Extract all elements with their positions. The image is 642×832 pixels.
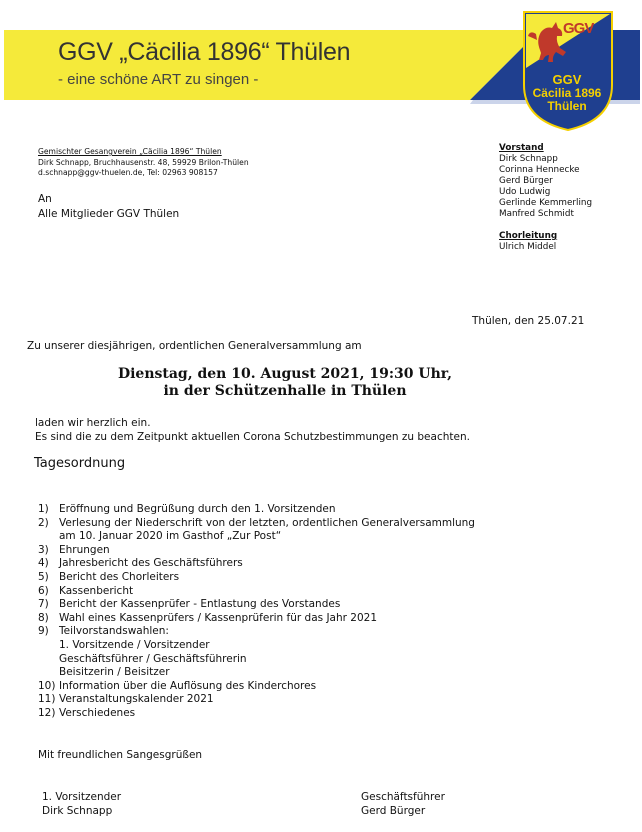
- agenda-title: Tagesordnung: [34, 456, 126, 471]
- crest-text-name: Cäcilia 1896: [532, 86, 602, 100]
- agenda-text: Jahresbericht des Geschäftsführers: [59, 557, 243, 570]
- agenda-text: Geschäftsführer / Geschäftsführerin: [59, 652, 247, 665]
- signature-left-role: 1. Vorsitzender: [42, 791, 122, 803]
- sender-contact: d.schnapp@ggv-thuelen.de, Tel: 02963 908157: [38, 168, 218, 177]
- crest-monogram: GGV: [563, 20, 594, 37]
- agenda-text: Eröffnung und Begrüßung durch den 1. Vorsitzenden: [59, 503, 336, 515]
- agenda-text: Beisitzerin / Beisitzer: [59, 666, 170, 679]
- signature-left: [42, 790, 121, 818]
- agenda-text: Veranstaltungskalender 2021: [59, 693, 214, 706]
- choir-heading: Chorleitung: [499, 231, 558, 241]
- signature-right: [361, 790, 445, 818]
- agenda-text: Bericht der Kassenprüfer - Entlastung des Vorstandes: [59, 598, 341, 611]
- invite-line: laden wir herzlich ein.: [35, 417, 151, 429]
- recipient-prefix: An: [38, 193, 52, 205]
- board-member: Manfred Schmidt: [499, 209, 574, 219]
- meeting-location: in der Schützenhalle in Thülen: [163, 383, 407, 399]
- recipient-name: Alle Mitglieder GGV Thülen: [38, 208, 180, 220]
- association-title: GGV „Cäcilia 1896“ Thülen: [58, 38, 351, 66]
- board-member: Corinna Hennecke: [499, 165, 580, 175]
- agenda-number: 8): [38, 611, 49, 624]
- header-banner: [0, 0, 642, 140]
- signature-left-name: Dirk Schnapp: [42, 805, 113, 817]
- agenda-number: 1): [38, 503, 49, 515]
- agenda-text: Verschiedenes: [59, 706, 136, 719]
- recipient-block: [38, 192, 179, 222]
- sender-block: [38, 147, 249, 179]
- agenda-text: Wahl eines Kassenprüfers / Kassenprüferin für das Jahr 2021: [59, 611, 378, 624]
- agenda-number: 10): [38, 679, 56, 692]
- meeting-headline: [0, 366, 570, 400]
- board-member: Dirk Schnapp: [499, 154, 558, 164]
- agenda-text: Ehrungen: [59, 543, 110, 556]
- sender-address: Dirk Schnapp, Bruchhausenstr. 48, 59929 Brilon-Thülen: [38, 157, 249, 167]
- meeting-date: Dienstag, den 10. August 2021, 19:30 Uhr,: [117, 366, 453, 382]
- agenda-text: 1. Vorsitzende / Vorsitzender: [59, 638, 210, 651]
- signature-right-role: Geschäftsführer: [361, 791, 445, 803]
- crest-text-town: Thülen: [547, 99, 587, 113]
- agenda-number: 4): [38, 557, 49, 570]
- agenda-number: 5): [38, 570, 49, 583]
- board-member: Udo Ludwig: [499, 187, 551, 197]
- corona-notice: Es sind die zu dem Zeitpunkt aktuellen Corona Schutzbestimmungen zu beachten.: [35, 431, 470, 443]
- agenda-number: 2): [38, 516, 49, 529]
- agenda-number: 12): [38, 706, 56, 719]
- agenda-text: Teilvorstandswahlen:: [59, 625, 169, 638]
- agenda-text: Bericht des Chorleiters: [59, 570, 180, 583]
- invite-text: [35, 416, 470, 444]
- agenda-number: 11): [38, 693, 56, 706]
- letter-date: Thülen, den 25.07.21: [472, 315, 585, 327]
- agenda-number: 7): [38, 598, 49, 611]
- association-subtitle: - eine schöne ART zu singen -: [58, 71, 259, 88]
- closing-greeting: Mit freundlichen Sangesgrüßen: [38, 749, 203, 761]
- agenda-text: Information über die Auflösung des Kinderchores: [59, 679, 317, 692]
- choir-leader: Ulrich Middel: [499, 242, 557, 252]
- board-block: [499, 143, 592, 253]
- board-member: Gerlinde Kemmerling: [499, 198, 593, 208]
- signature-right-name: Gerd Bürger: [361, 805, 426, 817]
- agenda-text: Verlesung der Niederschrift von der letzten, ordentlichen Generalversammlung: [59, 516, 475, 529]
- intro-text: Zu unserer diesjährigen, ordentlichen Generalversammlung am: [27, 340, 362, 352]
- board-heading: Vorstand: [499, 143, 544, 153]
- sender-org: Gemischter Gesangverein „Cäcilia 1896“ Thülen: [38, 147, 222, 156]
- board-member: Gerd Bürger: [499, 176, 553, 186]
- agenda-number: 9): [38, 625, 49, 638]
- agenda-text: am 10. Januar 2020 im Gasthof „Zur Post“: [59, 530, 282, 543]
- agenda-number: 3): [38, 543, 49, 556]
- agenda-number: 6): [38, 584, 49, 597]
- agenda-text: Kassenbericht: [59, 584, 134, 597]
- crest-text-ggv: GGV: [552, 72, 582, 87]
